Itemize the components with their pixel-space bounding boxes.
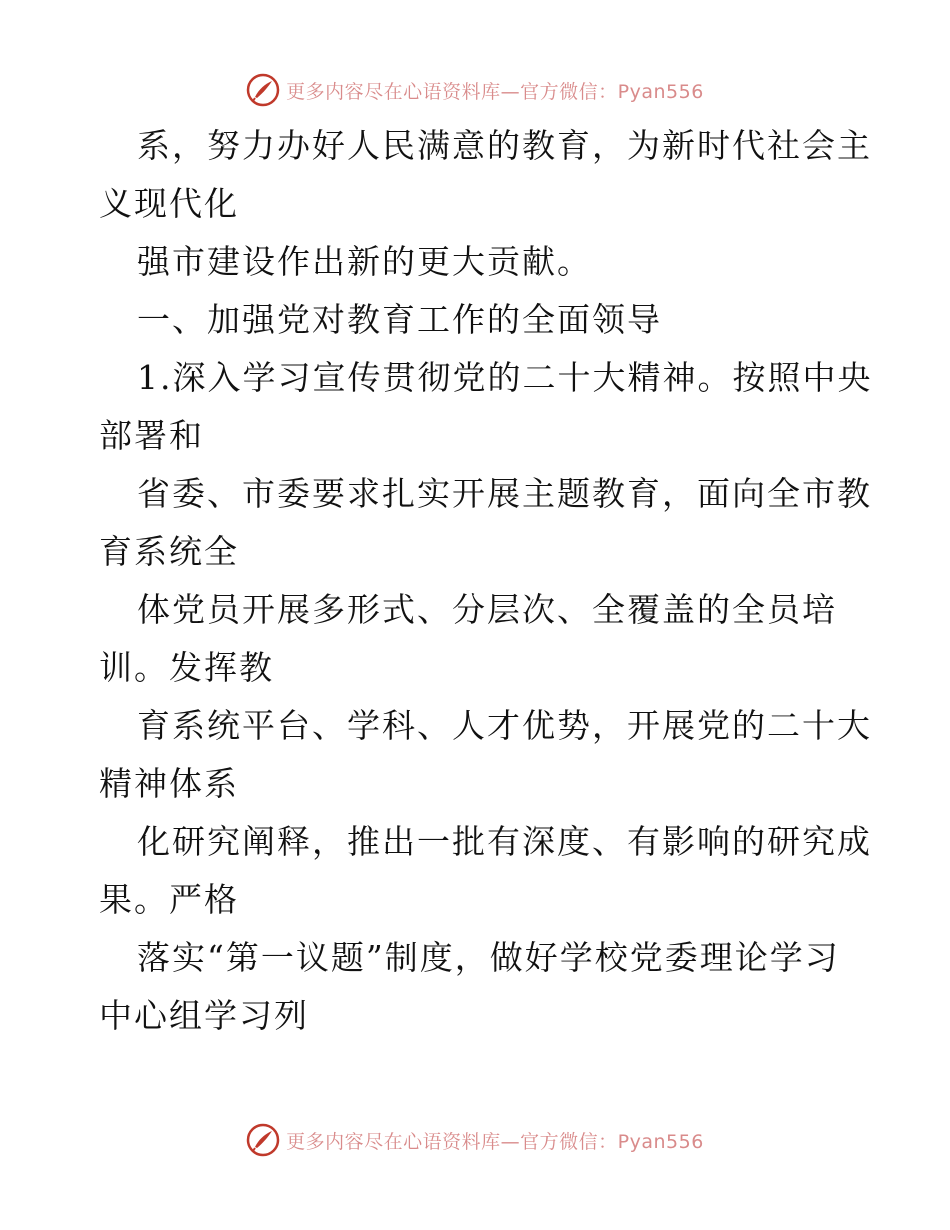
text-line: 化研究阐释，推出一批有深度、有影响的研究成 [137, 822, 872, 861]
pen-feather-logo-icon [246, 1123, 280, 1157]
text-line: 系，努力办好人民满意的教育，为新时代社会主 [137, 126, 872, 165]
text-line: 育系统全 [99, 532, 239, 571]
text-line: 省委、市委要求扎实开展主题教育，面向全市教 [137, 474, 872, 513]
text-line: 落实“第一议题”制度，做好学校党委理论学习 [137, 938, 840, 977]
header-watermark [0, 70, 950, 110]
pen-feather-logo-icon [246, 73, 280, 107]
text-line: 中心组学习列 [99, 996, 309, 1035]
text-line: 义现代化 [99, 184, 239, 223]
text-line: 体党员开展多形式、分层次、全覆盖的全员培 [137, 590, 837, 629]
text-line: 训。发挥教 [99, 648, 274, 687]
text-line: 精神体系 [99, 764, 239, 803]
text-line: 1.深入学习宣传贯彻党的二十大精神。按照中央 [137, 358, 873, 397]
text-line: 强市建设作出新的更大贡献。 [137, 242, 592, 281]
text-line: 部署和 [99, 416, 204, 455]
document-body [99, 117, 873, 1045]
footer-watermark [0, 1120, 950, 1160]
watermark-text: 更多内容尽在心语资料库—官方微信：Pyan556 [286, 1130, 704, 1153]
text-line: 果。严格 [99, 880, 239, 919]
section-heading: 一、加强党对教育工作的全面领导 [137, 300, 662, 339]
watermark-text: 更多内容尽在心语资料库—官方微信：Pyan556 [286, 80, 704, 103]
text-line: 育系统平台、学科、人才优势，开展党的二十大 [137, 706, 872, 745]
